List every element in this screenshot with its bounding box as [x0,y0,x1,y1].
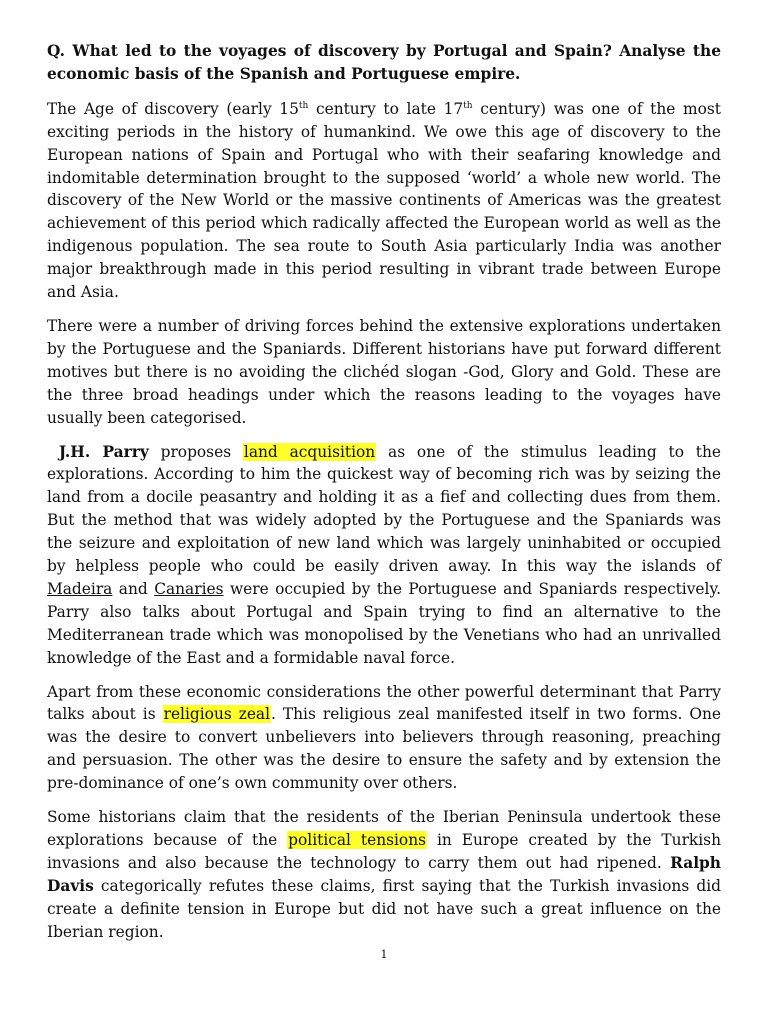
text-run: The Age of discovery (early 15 [47,99,299,118]
highlight-land-acquisition: land acquisition [243,442,376,461]
text-run: proposes [148,442,243,461]
highlight-political-tensions: political tensions [288,831,427,849]
text-run: century) was one of the most exciting periods in the history of humankind. We owe this age of discovery to the European nations of Spain and Portugal who with their seafaring knowledge and indomitable determination brought to the supposed ‘world’ a whole new world. The discovery of the New World or the massive continents of Americas was the greatest achievement of this period which radically affected the European world as well as the indigenous population. The sea route to South Asia particularly India was another major breakthrough made in this period resulting in vibrant trade between Europe and Asia. [47,99,721,302]
historian-name-parry: J.H. Parry [58,442,149,461]
paragraph-parry [47,441,721,670]
text-run: Apart from these economic considerations the other powerful determinant that Parry talks about is [47,682,721,724]
paragraph-religious-zeal [47,681,721,796]
text-run: and [112,579,155,598]
highlight-religious-zeal: religious zeal [163,705,271,724]
text-run: as one of the stimulus leading to the explorations. According to him the quickest way of becoming rich was by seizing the land from a docile peasantry and holding it as a fief and collecting dues from them. But the method that was widely adopted by the Portuguese and the Spaniards was the seizure and exploitation of new land which was largely uninhabited or occupied by helpless people who could be easily driven away. In this way the islands of [47,442,721,576]
text-run: were occupied by the Portuguese and Spaniards respectively. Parry also talks about Portugal and Spain trying to find an alternative to the Mediterranean trade which was monopolised by the Venetians who had an unrivalled knowledge of the East and a formidable naval force. [47,579,721,667]
paragraph-intro [47,98,721,304]
text-run: in Europe created by the Turkish invasions and also because the technology to carry them out had ripened. [47,831,721,872]
underlined-madeira: Madeira [47,579,113,598]
text-run: categorically refutes these claims, first saying that the Turkish invasions did create a definite tension in Europe but did not have such a great influence on the Iberian region. [47,876,721,941]
text-run: century to late 17 [308,99,464,118]
paragraph-driving-forces: There were a number of driving forces behind the extensive explorations undertaken by the Portuguese and the Spaniards. Different historians have put forward different motives but there is no avoiding the clichéd slogan -God, Glory and Gold. These are the three broad headings under which the reasons leading to the voyages have usually been categorised. [47,316,721,427]
question-heading: Q. What led to the voyages of discovery by Portugal and Spain? Analyse the economic basis of the Spanish and Portuguese empire. [47,42,721,83]
superscript-th: th [298,100,309,111]
underlined-canaries: Canaries [154,579,224,598]
historian-name-davis: Ralph Davis [47,853,721,895]
text-run: Some historians claim that the residents of the Iberian Peninsula undertook these explorations because of the [47,808,721,849]
text-run: . This religious zeal manifested itself in two forms. One was the desire to convert unbelievers into believers through reasoning, preaching and persuasion. The other was the desire to ensure the safety and by extension the pre-dominance of one’s own community over others. [47,705,721,793]
paragraph-political-tensions [47,806,721,943]
superscript-th: th [463,100,473,111]
page-number: 1 [380,948,388,961]
